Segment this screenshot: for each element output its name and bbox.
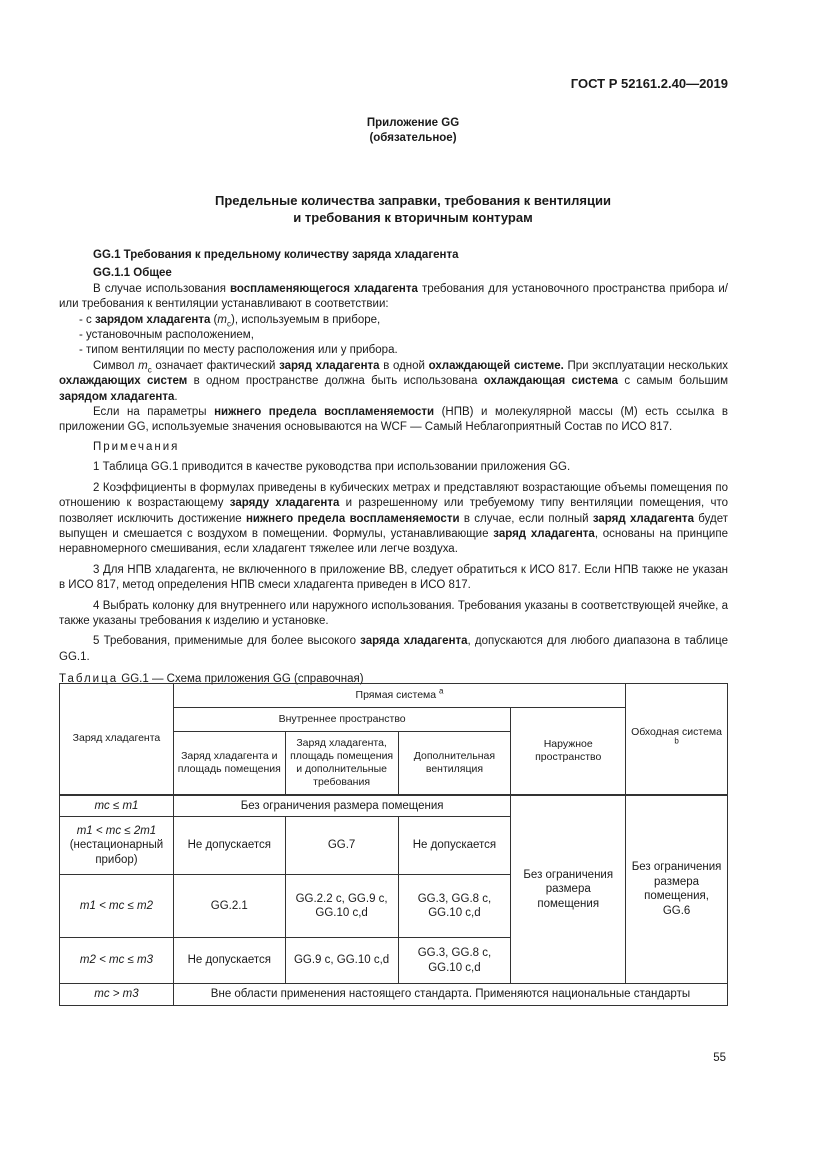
table-cell: GG.7 — [285, 817, 398, 875]
bypass-merged-cell: Без ограничения размера помещения, GG.6 — [626, 795, 728, 984]
note-5: 5 Требования, применимые для более высокого заряда хладагента, допускаются для любого диапазона в таблице GG.1. — [59, 635, 728, 663]
appendix-name: Приложение GG — [366, 117, 460, 129]
list-item: - установочным расположением, — [79, 329, 254, 342]
note-2: 2 Коэффициенты в формулах приведены в кубических метрах и представляют возрастающие объемы помещения по отношению к возрастающему заряду хладагента и разрешенному или требуемому типу вентиляции помещения, что позволяет исключить достижение нижнего предела воспламеняемости в случае, если полный заряд хладагента будет выпущен и смешается с воздухом в помещении. Формулы, устанавливающие заряд хладагента, основаны на принципе неравномерного смешивания, если хладагент тяжелее или легче воздуха. — [59, 481, 728, 556]
section-heading: GG.1 Требования к предельному количеству заряда хладагента — [93, 249, 459, 261]
header-direct-system: Прямая система $^a$ — [173, 684, 625, 708]
note-4: 4 Выбрать колонку для внутреннего или наружного использования. Требования указаны в соответствующей ячейке, а также указаны требования к изделию и установке. — [59, 599, 728, 627]
subsection-heading: GG.1.1 Общее — [93, 267, 172, 280]
note-3: 3 Для НПВ хладагента, не включенного в приложение ВВ, следует обратиться к ИСО 817. Если НПВ также не указан в ИСО 817, метод определения НПВ смеси хладагента приведен в ИСО 817. — [59, 563, 728, 592]
table-cell: GG.2.2 c, GG.9 c, GG.10 c,d — [285, 875, 398, 938]
body-text — [59, 248, 728, 688]
table-cell: Не допускается — [398, 817, 511, 875]
note-1: 1 Таблица GG.1 приводится в качестве руководства при использовании приложения GG. — [93, 461, 571, 474]
row-label: m2 < mc ≤ m3 — [60, 938, 174, 984]
header-col-charge-area: Заряд хладагента и площадь помещения — [173, 732, 285, 795]
appendix-heading — [0, 116, 826, 146]
table-cell: Вне области применения настоящего стандарта. Применяются национальные стандарты — [173, 984, 727, 1006]
header-charge: Заряд хладагента — [60, 684, 174, 795]
title-line-1: Предельные количества заправки, требования к вентиляции — [215, 193, 611, 208]
table-cell: GG.9 c, GG.10 c,d — [285, 938, 398, 984]
header-col-charge-area-extra: Заряд хладагента, площадь помещения и дополнительные требования — [285, 732, 398, 795]
row-label: m1 < mc ≤ 2m1 (нестационарный прибор) — [60, 817, 174, 875]
header-bypass-system: Обходная система $^b$ — [626, 684, 728, 795]
list-item: - с зарядом хладагента $(m_c)$, используемым в приборе, — [79, 313, 381, 328]
row-label: mc ≤ m1 — [60, 795, 174, 817]
table-cell: GG.3, GG.8 c, GG.10 c,d — [398, 875, 511, 938]
appendix-status: (обязательное) — [369, 132, 457, 144]
header-outdoor: Наружное пространство — [511, 708, 626, 795]
paragraph-1: В случае использования воспламеняющегося хладагента требования для установочного пространства прибора и/или требования к вентиляции устанавливают в соответствии: — [59, 282, 728, 311]
paragraph-2: Символ $m_c$ означает фактический заряд хладагента в одной охлаждающей системе. При эксплуатации нескольких охлаждающих систем в одном пространстве должна быть использована охлаждающая система с самым большим зарядом хладагента. — [59, 359, 729, 403]
list-item: - типом вентиляции по месту расположения или у прибора. — [79, 344, 398, 357]
appendix-title — [0, 192, 826, 226]
title-line-2: и требования к вторичным контурам — [293, 210, 533, 225]
row-label: mc > m3 — [60, 984, 174, 1006]
notes-heading: Примечания — [93, 440, 180, 453]
table-gg1 — [59, 683, 728, 1006]
standard-number: ГОСТ Р 52161.2.40—2019 — [570, 76, 728, 91]
header-indoor: Внутреннее пространство — [173, 708, 510, 732]
table-cell: Не допускается — [173, 938, 285, 984]
row-label: m1 < mc ≤ m2 — [60, 875, 174, 938]
table-cell: Не допускается — [173, 817, 285, 875]
header-col-ventilation: Дополнительная вентиляция — [398, 732, 511, 795]
table-caption: Таблица GG.1 — Схема приложения GG (справочная) — [59, 673, 364, 686]
table-cell: Без ограничения размера помещения — [173, 795, 510, 817]
paragraph-3: Если на параметры нижнего предела воспламеняемости (НПВ) и молекулярной массы (М) есть ссылка в приложении GG, используемые значения основываются на WCF — Самый Неблагоприятный Состав по ИСО 817. — [59, 406, 728, 434]
outdoor-merged-cell: Без ограничения размера помещения — [511, 795, 626, 984]
table-cell: GG.3, GG.8 c, GG.10 c,d — [398, 938, 511, 984]
table-cell: GG.2.1 — [173, 875, 285, 938]
page-number: 55 — [713, 1052, 726, 1064]
